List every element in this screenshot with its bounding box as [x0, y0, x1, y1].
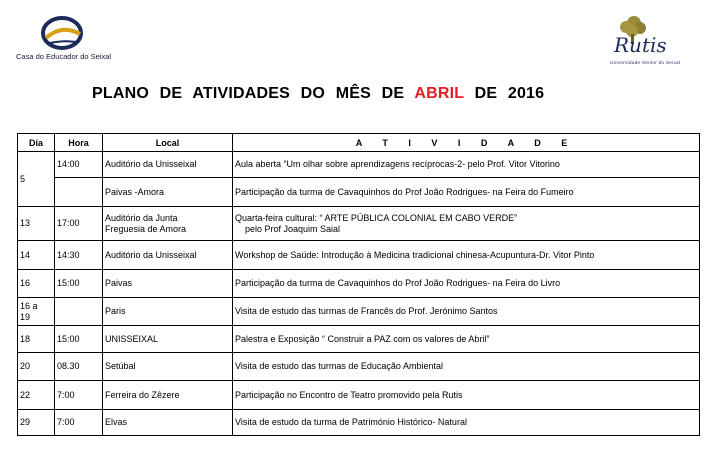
table-row [18, 178, 700, 207]
header-atividade: A T I V I D A D E [233, 134, 700, 152]
rutis-logo [606, 14, 702, 72]
cell-hora: 14:00 [55, 152, 103, 178]
cell-local: Paivas [103, 270, 233, 298]
cell-local: Elvas [103, 410, 233, 436]
header-dia: Dia [18, 134, 55, 152]
table-row [18, 152, 700, 178]
cell-hora: 15:00 [55, 326, 103, 353]
cell-hora [55, 298, 103, 326]
table-row [18, 298, 700, 326]
left-logo-caption: Casa do Educador do Seixal [16, 52, 112, 61]
page-title [92, 85, 552, 103]
casa-do-educador-logo [16, 14, 112, 70]
cell-atividade: Workshop de Saúde: Introdução à Medicina tradicional chinesa-Acupuntura-Dr. Vitor Pinto [233, 241, 700, 270]
cell-dia: 13 [18, 207, 55, 241]
title-prefix: PLANO DE ATIVIDADES DO MÊS DE [92, 85, 405, 102]
cell-hora: 14:30 [55, 241, 103, 270]
cell-atividade-line2: pelo Prof Joaquim Saial [245, 223, 341, 234]
cell-dia: 20 [18, 353, 55, 381]
cell-atividade: Participação no Encontro de Teatro promovido pela Rutis [233, 381, 700, 410]
cell-local-line2: Freguesia de Amora [105, 223, 187, 234]
cell-dia: 29 [18, 410, 55, 436]
cell-dia: 18 [18, 326, 55, 353]
cell-atividade: Visita de estudo das turmas de Francês do Prof. Jerónimo Santos [233, 298, 700, 326]
tree-logo-icon [606, 14, 702, 60]
cell-local: Paris [103, 298, 233, 326]
cell-hora: 15:00 [55, 270, 103, 298]
cell-hora: 7:00 [55, 381, 103, 410]
cell-atividade: Visita de estudo das turmas de Educação Ambiental [233, 353, 700, 381]
cell-local: Setúbal [103, 353, 233, 381]
header-local: Local [103, 134, 233, 152]
rutis-wordmark: Rutis [614, 33, 667, 57]
cell-hora: 08.30 [55, 353, 103, 381]
cell-atividade [233, 207, 700, 241]
cell-atividade: Palestra e Exposição “ Construir a PAZ com os valores de Abril” [233, 326, 700, 353]
cell-dia: 16 [18, 270, 55, 298]
swoosh-logo-icon [40, 14, 84, 52]
cell-local: Auditório da Unisseixal [103, 152, 233, 178]
cell-atividade-line1: Quarta-feira cultural: “ ARTE PÚBLICA COLONIAL EM CABO VERDE” [235, 212, 518, 223]
cell-atividade: Participação da turma de Cavaquinhos do Prof João Rodrigues- na Feira do Fumeiro [233, 178, 700, 207]
cell-atividade: Aula aberta “Um olhar sobre aprendizagens recíprocas-2- pelo Prof. Vitor Vitorino [233, 152, 700, 178]
table-row [18, 353, 700, 381]
table-row [18, 270, 700, 298]
cell-dia [18, 298, 55, 326]
cell-local-line1: Auditório da Junta [105, 212, 178, 223]
table-row [18, 326, 700, 353]
cell-local: Auditório da Unisseixal [103, 241, 233, 270]
table-row [18, 241, 700, 270]
table-row [18, 381, 700, 410]
cell-atividade: Visita de estudo da turma de Património Histórico- Natural [233, 410, 700, 436]
cell-atividade: Participação da turma de Cavaquinhos do Prof João Rodrigues- na Feira do Livro [233, 270, 700, 298]
table-row [18, 410, 700, 436]
cell-local: Paivas -Amora [103, 178, 233, 207]
cell-dia-line1: 16 a [20, 300, 38, 311]
cell-local [103, 207, 233, 241]
table-header-row [18, 134, 700, 152]
cell-dia-line2: 19 [20, 311, 31, 322]
cell-dia: 14 [18, 241, 55, 270]
cell-local: UNISSEIXAL [103, 326, 233, 353]
header-hora: Hora [55, 134, 103, 152]
cell-hora: 17:00 [55, 207, 103, 241]
right-logo-caption: Universidade Sénior do Seixal [610, 60, 681, 65]
cell-dia: 5 [18, 152, 55, 207]
cell-hora [55, 178, 103, 207]
activities-table [17, 133, 700, 436]
title-suffix: DE 2016 [474, 85, 545, 102]
table-row [18, 207, 700, 241]
cell-dia: 22 [18, 381, 55, 410]
cell-hora: 7:00 [55, 410, 103, 436]
title-month: ABRIL [414, 85, 464, 102]
cell-local: Ferreira do Zêzere [103, 381, 233, 410]
